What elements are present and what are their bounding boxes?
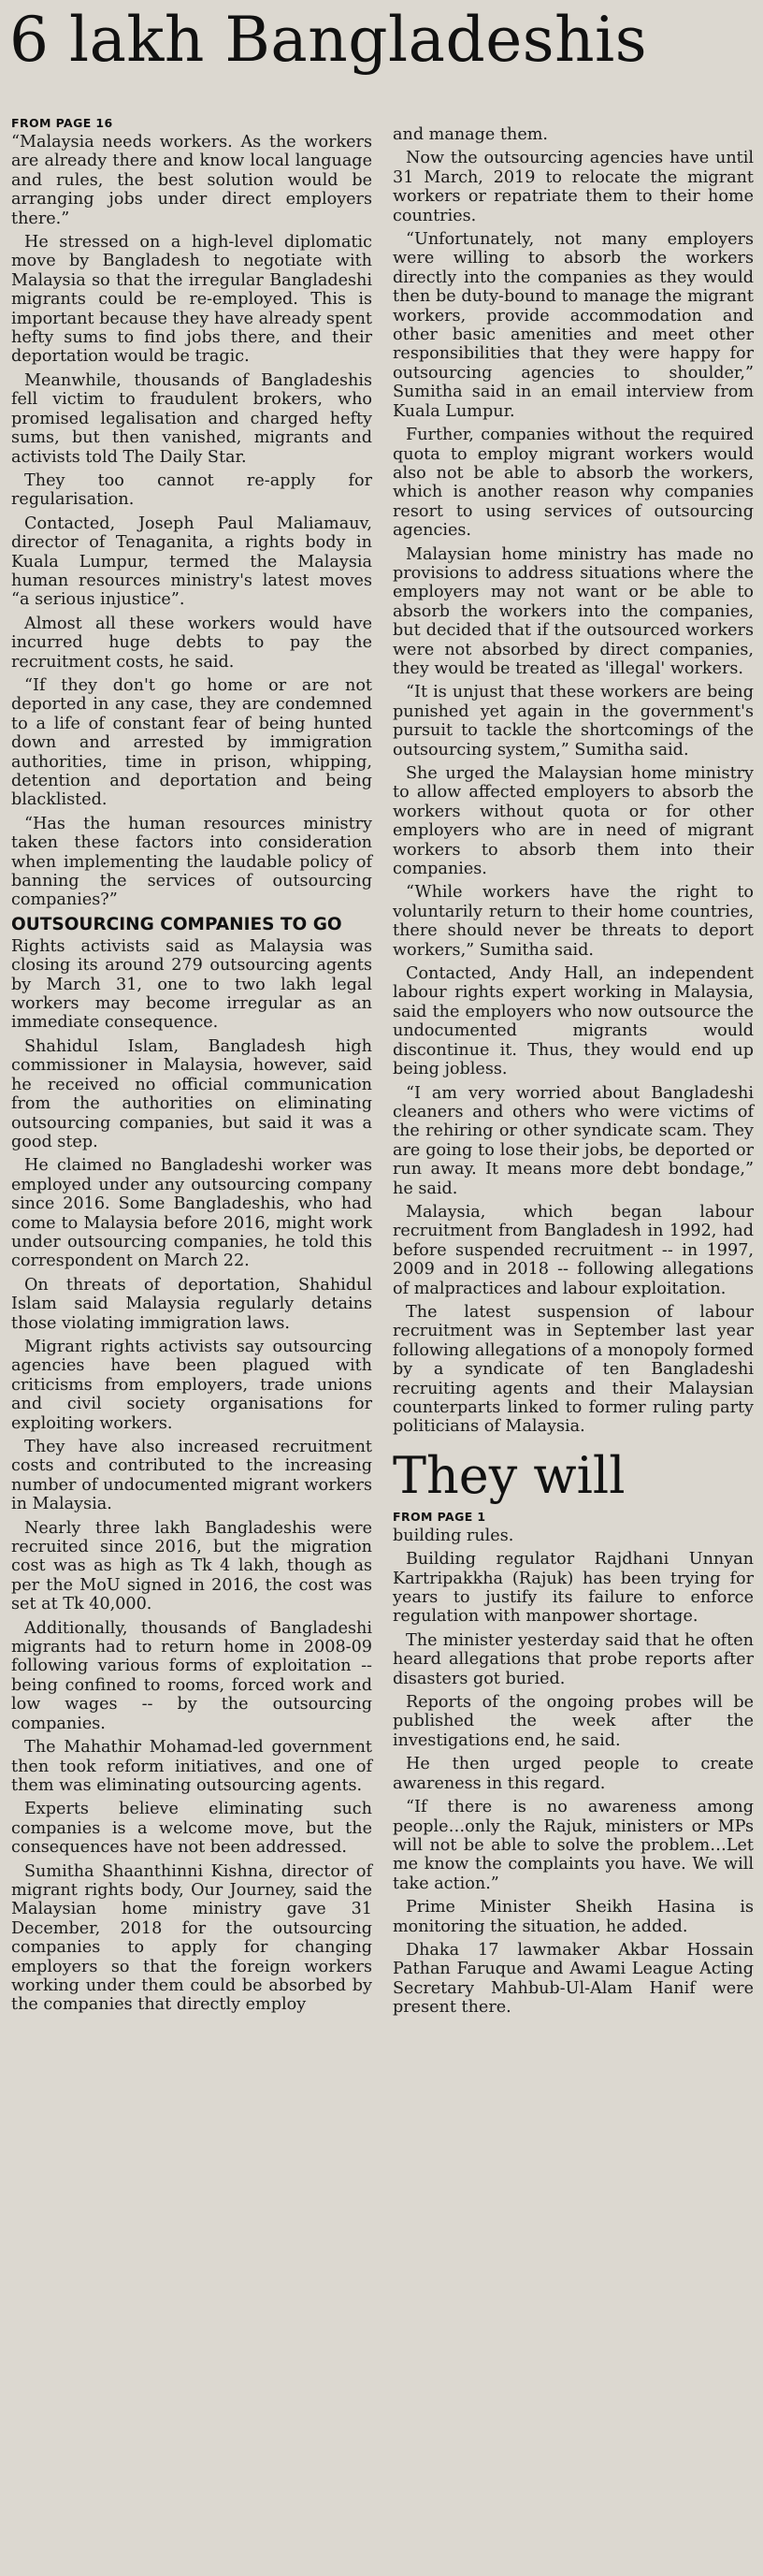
paragraph: Contacted, Joseph Paul Maliamauv, director of Tenaganita, a rights body in Kuala Lumpur, termed the Malaysia human resources ministry's latest moves “a serious injustice”.: [11, 514, 372, 610]
paragraph: Reports of the ongoing probes will be published the week after the investigations end, he said.: [393, 1693, 754, 1750]
from-page-label: FROM PAGE 16: [11, 116, 113, 130]
story2-body: [393, 1527, 754, 2018]
paragraph: building rules.: [393, 1526, 514, 1545]
story1-left-body-2: [11, 937, 372, 2015]
paragraph: The minister yesterday said that he often heard allegations that probe reports after disasters got buried.: [393, 1630, 754, 1688]
paragraph: Nearly three lakh Bangladeshis were recruited since 2016, but the migration cost was as high as Tk 4 lakh, though as per the MoU signed in 2016, the cost was set at Tk 40,000.: [11, 1518, 372, 1614]
paragraph: Dhaka 17 lawmaker Akbar Hossain Pathan Faruque and Awami League Acting Secretary Mahbub-Ul-Alam Hanif were present there.: [393, 1940, 754, 2018]
paragraph: Experts believe eliminating such companies is a welcome move, but the consequences have not been addressed.: [11, 1800, 372, 1858]
headline-6-lakh-bangladeshis: 6 lakh Bangladeshis: [9, 4, 648, 76]
paragraph: “If there is no awareness among people…only the Rajuk, ministers or MPs will not be able to solve the problem…Let me know the complaints you have. We will take action.”: [393, 1798, 754, 1893]
paragraph: Prime Minister Sheikh Hasina is monitoring the situation, he added.: [393, 1898, 754, 1936]
paragraph: The latest suspension of labour recruitment was in September last year following allegations of a monopoly formed by a syndicate of ten Bangladeshi recruiting agents and their Malaysian counterparts linked to former ruling party politicians of Malaysia.: [393, 1302, 754, 1437]
paragraph: He then urged people to create awareness in this regard.: [393, 1755, 754, 1793]
paragraph: Further, companies without the required quota to employ migrant workers would also not be able to absorb the workers, which is another reason why companies resort to using services of outsourcing agencies.: [393, 426, 754, 541]
paragraph: They have also increased recruitment costs and contributed to the increasing number of undocumented migrant workers in Malaysia.: [11, 1438, 372, 1514]
story1-left-body: [11, 133, 372, 910]
paragraph: He claimed no Bangladeshi worker was employed under any outsourcing company since 2016. Some Bangladeshis, who had come to Malaysia before 2016, might work under outsourcing companies, he told this correspondent on March 22.: [11, 1156, 372, 1271]
paragraph: Almost all these workers would have incurred huge debts to pay the recruitment costs, he said.: [11, 614, 372, 672]
paragraph: “Has the human resources ministry taken these factors into consideration when implementing the laudable policy of banning the services of outsourcing companies?”: [11, 814, 372, 910]
paragraph: Contacted, Andy Hall, an independent labour rights expert working in Malaysia, said the employers who now outsource the undocumented migrants would discontinue it. Thus, they would end up being jobless.: [393, 964, 754, 1079]
paragraph: Sumitha Shaanthinni Kishna, director of migrant rights body, Our Journey, said the Malaysian home ministry gave 31 December, 2018 for the outsourcing companies to apply for changing employers so that the foreign workers working under them could be absorbed by the companies that directly employ: [11, 1861, 372, 2015]
paragraph: Migrant rights activists say outsourcing agencies have been plagued with criticisms from employers, trade unions and civil society organisations for exploiting workers.: [11, 1337, 372, 1433]
story1-right-body: [393, 125, 754, 1437]
paragraph: Rights activists said as Malaysia was closing its around 279 outsourcing agents by March 31, one to two lakh legal workers may become irregular as an immediate consequence.: [11, 936, 372, 1033]
paragraph: Malaysian home ministry has made no provisions to address situations where the employers may not want or be able to absorb the workers into the companies, but decided that if the outsourced workers were not absorbed by direct companies, they would be treated as 'illegal' workers.: [393, 544, 754, 678]
paragraph: Shahidul Islam, Bangladesh high commissioner in Malaysia, however, said he received no official communication from the authorities on eliminating outsourcing companies, but said it was a good step.: [11, 1036, 372, 1151]
paragraph: Additionally, thousands of Bangladeshi migrants had to return home in 2008-09 following various forms of exploitation -- being confined to rooms, forced work and low wages -- by the outsourcing companies.: [11, 1618, 372, 1733]
paragraph: “While workers have the right to voluntarily return to their home countries, there should never be threats to deport workers,” Sumitha said.: [393, 883, 754, 960]
paragraph: They too cannot re-apply for regularisation.: [11, 470, 372, 510]
paragraph: “Malaysia needs workers. As the workers are already there and know local language and rules, the best solution would be arranging jobs under direct employers there.”: [11, 133, 372, 228]
paragraph: Building regulator Rajdhani Unnyan Kartripakkha (Rajuk) has been trying for years to justify its failure to enforce regulation with manpower shortage.: [393, 1550, 754, 1627]
paragraph: and manage them.: [393, 125, 549, 144]
headline-they-will: They will: [393, 1445, 626, 1505]
paragraph: Now the outsourcing agencies have until 31 March, 2019 to relocate the migrant workers or repatriate them to their home countries.: [393, 149, 754, 225]
paragraph: Meanwhile, thousands of Bangladeshis fell victim to fraudulent brokers, who promised legalisation and charged hefty sums, but then vanished, migrants and activists told The Daily Star.: [11, 370, 372, 467]
story1-left-column: [11, 116, 372, 2019]
subhead-outsourcing: OUTSOURCING COMPANIES TO GO: [11, 914, 342, 934]
paragraph: “It is unjust that these workers are being punished yet again in the government's pursuit to tackle the shortcomings of the outsourcing system,” Sumitha said.: [393, 683, 754, 760]
story1-right-column: [393, 125, 754, 2022]
paragraph: Malaysia, which began labour recruitment from Bangladesh in 1992, had before suspended recruitment -- in 1997, 2009 and in 2018 -- following allegations of malpractices and labour exploitation.: [393, 1202, 754, 1298]
from-page-label-2: FROM PAGE 1: [393, 1509, 486, 1524]
paragraph: She urged the Malaysian home ministry to allow affected employers to absorb the workers without quota or for other employers who are in need of migrant workers to absorb them into their companies.: [393, 764, 754, 879]
paragraph: “Unfortunately, not many employers were willing to absorb the workers directly into the companies as they would then be duty-bound to manage the migrant workers, provide accommodation and other basic amenities and meet other responsibilities that they were happy for outsourcing agencies to shoulder,” Sumitha said in an email interview from Kuala Lumpur.: [393, 230, 754, 421]
paragraph: On threats of deportation, Shahidul Islam said Malaysia regularly detains those violating immigration laws.: [11, 1275, 372, 1333]
paragraph: The Mahathir Mohamad-led government then took reform initiatives, and one of them was eliminating outsourcing agents.: [11, 1738, 372, 1795]
paragraph: “I am very worried about Bangladeshi cleaners and others who were victims of the rehiring or other syndicate scam. They are going to lose their jobs, be deported or run away. It means more debt bondage,” he said.: [393, 1083, 754, 1198]
paragraph: He stressed on a high-level diplomatic move by Bangladesh to negotiate with Malaysia so that the irregular Bangladeshi migrants could be re-employed. This is important because they have already spent hefty sums to find jobs there, and their deportation would be tragic.: [11, 233, 372, 367]
paragraph: “If they don't go home or are not deported in any case, they are condemned to a life of constant fear of being hunted down and arrested by immigration authorities, time in prison, whipping, detention and deportation and being blacklisted.: [11, 675, 372, 810]
